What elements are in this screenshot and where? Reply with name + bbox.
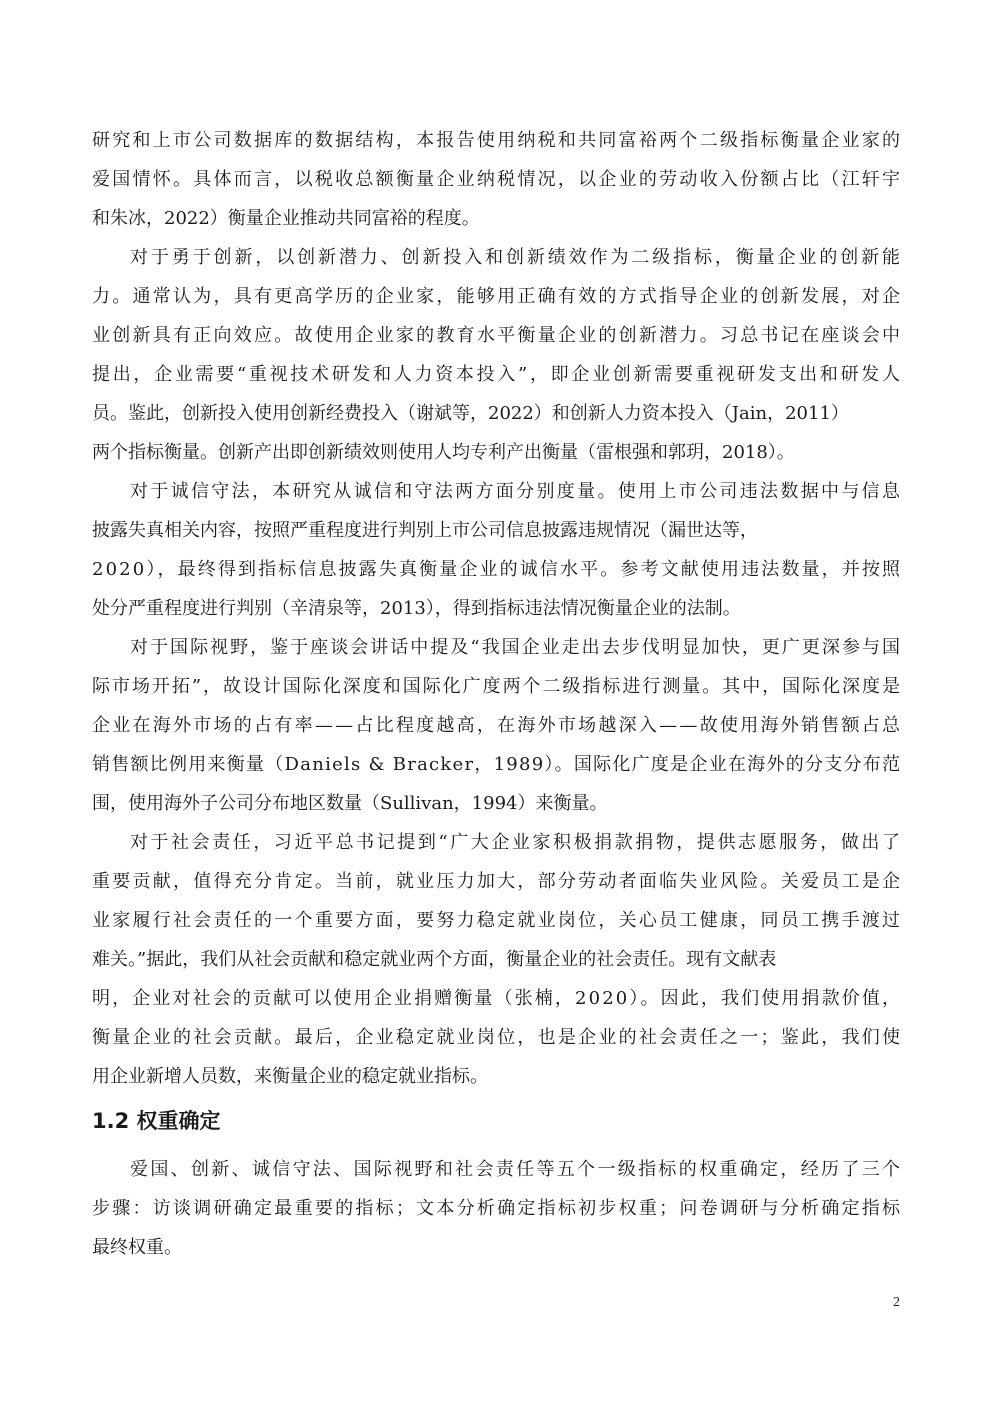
text-line: 业创新具有正向效应。故使用企业家的教育水平衡量企业的创新潜力。习总书记在座谈会中	[92, 325, 903, 346]
text-line: 力。通常认为，具有更高学历的企业家，能够用正确有效的方式指导企业的创新发展，对企	[92, 286, 903, 307]
text-line: 研究和上市公司数据库的数据结构，本报告使用纳税和共同富裕两个二级指标衡量企业家的	[92, 130, 903, 151]
text-line: 对于勇于创新，以创新潜力、创新投入和创新绩效作为二级指标，衡量企业的创新能	[130, 247, 903, 268]
text-line: 对于国际视野，鉴于座谈会讲话中提及“我国企业走出去步伐明显加快，更广更深参与国	[130, 637, 903, 658]
text-line: 步骤：访谈调研确定最重要的指标；文本分析确定指标初步权重；问卷调研与分析确定指标	[92, 1198, 903, 1219]
text-line: 业家履行社会责任的一个重要方面，要努力稳定就业岗位，关心员工健康，同员工携手渡过	[92, 910, 903, 931]
text-line: 销售额比例用来衡量（Daniels & Bracker，1989）。国际化广度是企业在海外的分支分布范	[92, 754, 902, 775]
text-line: 爱国情怀。具体而言，以税收总额衡量企业纳税情况，以企业的劳动收入份额占比（江轩宇	[92, 169, 903, 190]
text-line: 围，使用海外子公司分布地区数量（Sullivan，1994）来衡量。	[92, 793, 608, 814]
text-line: 披露失真相关内容，按照严重程度进行判别上市公司信息披露违规情况（漏世达等，	[92, 520, 758, 541]
text-line: 明，企业对社会的贡献可以使用企业捐赠衡量（张楠，2020）。因此，我们使用捐款价值，	[92, 988, 903, 1009]
document-page	[92, 121, 903, 1267]
page-number: 2	[893, 1295, 900, 1310]
section-heading: 1.2 权重确定	[92, 1109, 221, 1133]
text-line: 爱国、创新、诚信守法、国际视野和社会责任等五个一级指标的权重确定，经历了三个	[130, 1159, 903, 1180]
text-line: 用企业新增人员数，来衡量企业的稳定就业指标。	[92, 1066, 488, 1087]
text-line: 和朱冰，2022）衡量企业推动共同富裕的程度。	[92, 208, 480, 229]
text-line: 对于社会责任，习近平总书记提到“广大企业家积极捐款捐物，提供志愿服务，做出了	[130, 832, 903, 853]
text-line: 重要贡献，值得充分肯定。当前，就业压力加大，部分劳动者面临失业风险。关爱员工是企	[92, 871, 903, 892]
section-body-text	[92, 1150, 903, 1267]
text-line: 员。鉴此，创新投入使用创新经费投入（谢斌等，2022）和创新人力资本投入（Jain，2011）	[92, 403, 849, 424]
body-text	[92, 121, 903, 1096]
text-line: 2020），最终得到指标信息披露失真衡量企业的诚信水平。参考文献使用违法数量，并按照	[92, 559, 903, 580]
text-line: 两个指标衡量。创新产出即创新绩效则使用人均专利产出衡量（雷根强和郭玥，2018）。	[92, 442, 795, 463]
text-line: 企业在海外市场的占有率——占比程度越高，在海外市场越深入——故使用海外销售额占总	[92, 715, 903, 736]
text-line: 处分严重程度进行判别（辛清泉等，2013），得到指标违法情况衡量企业的法制。	[92, 598, 741, 619]
text-line: 提出，企业需要“重视技术研发和人力资本投入”，即企业创新需要重视研发支出和研发人	[92, 364, 903, 385]
text-line: 最终权重。	[92, 1237, 182, 1258]
text-line: 际市场开拓”，故设计国际化深度和国际化广度两个二级指标进行测量。其中，国际化深度是	[92, 676, 902, 697]
text-line: 难关。”据此，我们从社会贡献和稳定就业两个方面，衡量企业的社会责任。现有文献表	[92, 949, 777, 970]
text-line: 衡量企业的社会贡献。最后，企业稳定就业岗位，也是企业的社会责任之一；鉴此，我们使	[92, 1027, 903, 1048]
text-line: 对于诚信守法，本研究从诚信和守法两方面分别度量。使用上市公司违法数据中与信息	[130, 481, 903, 502]
